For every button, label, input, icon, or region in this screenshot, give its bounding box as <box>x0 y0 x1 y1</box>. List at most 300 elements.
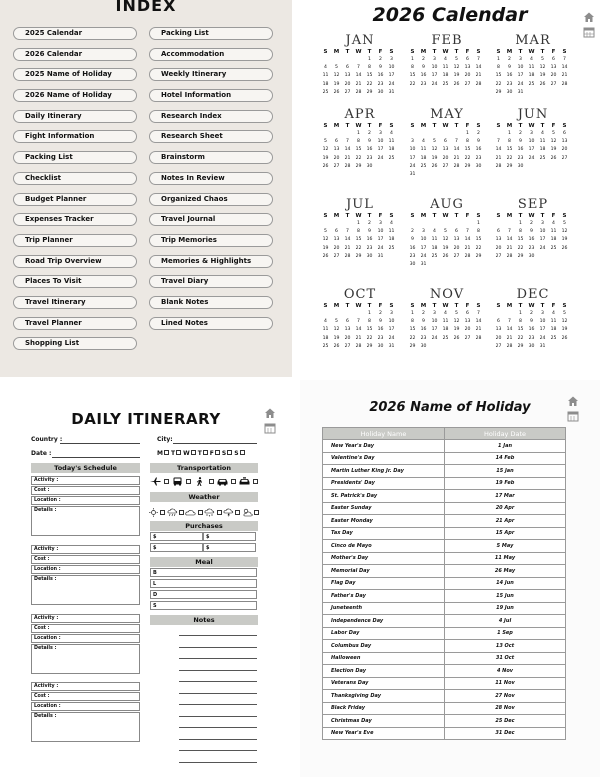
calendar-day[interactable]: 4 <box>552 311 555 316</box>
calendar-day[interactable]: 23 <box>420 81 427 87</box>
calendar-day[interactable]: 16 <box>366 237 373 243</box>
calendar-day[interactable]: 6 <box>346 65 349 71</box>
calendar-day[interactable]: 3 <box>519 57 522 62</box>
activity-field[interactable]: Activity : <box>31 682 140 691</box>
calendar-day[interactable]: 7 <box>357 319 360 325</box>
calendar-day[interactable] <box>418 171 429 179</box>
bus-checkbox[interactable] <box>186 479 191 484</box>
details-field[interactable]: Details : <box>31 575 140 605</box>
calendar-day[interactable]: 18 <box>388 237 395 243</box>
calendar-day[interactable]: 17 <box>539 237 546 243</box>
calendar-day[interactable]: 20 <box>344 335 351 341</box>
calendar-day[interactable]: 25 <box>388 245 395 251</box>
home-icon[interactable] <box>264 407 276 419</box>
calendar-day[interactable]: 11 <box>539 139 546 145</box>
calendar-day[interactable]: 5 <box>455 311 458 316</box>
calendar-day[interactable]: 27 <box>333 253 340 259</box>
calendar-day[interactable]: 22 <box>409 81 416 87</box>
calendar-day[interactable]: 29 <box>506 163 513 169</box>
calendar-day[interactable]: 22 <box>517 245 524 251</box>
calendar-day[interactable]: 5 <box>335 319 338 325</box>
calendar-day[interactable]: 17 <box>431 327 438 333</box>
calendar-day[interactable]: 28 <box>495 163 502 169</box>
index-link[interactable]: Budget Planner <box>13 193 137 206</box>
calendar-day[interactable]: 19 <box>322 245 329 251</box>
index-link[interactable]: Fight Information <box>13 130 137 143</box>
calendar-day[interactable]: 4 <box>422 139 425 145</box>
calendar-day[interactable]: 31 <box>377 253 384 259</box>
calendar-day[interactable]: 10 <box>431 319 438 325</box>
calendar-day[interactable] <box>462 343 473 351</box>
calendar-day[interactable]: 17 <box>377 237 384 243</box>
weekday-checkbox[interactable] <box>176 450 181 455</box>
calendar-day[interactable]: 25 <box>442 335 449 341</box>
calendar-day[interactable]: 8 <box>368 65 371 71</box>
calendar-icon[interactable] <box>583 26 595 38</box>
city-input[interactable] <box>173 443 257 444</box>
note-line[interactable] <box>179 716 257 717</box>
calendar-day[interactable]: 13 <box>442 147 449 153</box>
calendar-day[interactable]: 22 <box>355 245 362 251</box>
calendar-day[interactable]: 6 <box>346 319 349 325</box>
calendar-day[interactable]: 14 <box>495 147 502 153</box>
calendar-day[interactable]: 14 <box>561 65 568 71</box>
calendar-day[interactable]: 3 <box>541 221 544 226</box>
index-link[interactable]: Road Trip Overview <box>13 255 137 268</box>
calendar-day[interactable]: 17 <box>388 73 395 79</box>
calendar-day[interactable] <box>548 253 559 261</box>
calendar-day[interactable] <box>386 163 397 171</box>
note-line[interactable] <box>179 727 257 728</box>
calendar-day[interactable] <box>440 171 451 179</box>
calendar-day[interactable]: 14 <box>475 319 482 325</box>
calendar-day[interactable]: 26 <box>453 335 460 341</box>
index-link[interactable]: Travel Planner <box>13 317 137 330</box>
note-line[interactable] <box>179 670 257 671</box>
calendar-day[interactable]: 4 <box>530 57 533 62</box>
index-link[interactable]: Trip Planner <box>13 234 137 247</box>
calendar-day[interactable]: 21 <box>344 155 351 161</box>
meal-breakfast[interactable]: B <box>150 568 257 577</box>
home-icon[interactable] <box>567 395 579 407</box>
calendar-day[interactable]: 8 <box>508 139 511 145</box>
calendar-day[interactable]: 13 <box>344 73 351 79</box>
calendar-day[interactable]: 9 <box>530 229 533 235</box>
calendar-day[interactable]: 7 <box>497 139 500 145</box>
calendar-day[interactable]: 20 <box>561 147 568 153</box>
calendar-day[interactable]: 11 <box>431 237 438 243</box>
calendar-day[interactable]: 14 <box>355 327 362 333</box>
calendar-day[interactable]: 27 <box>464 81 471 87</box>
calendar-day[interactable]: 9 <box>508 65 511 71</box>
calendar-day[interactable]: 17 <box>431 73 438 79</box>
calendar-day[interactable]: 26 <box>333 89 340 95</box>
calendar-day[interactable]: 10 <box>409 147 416 153</box>
calendar-day[interactable]: 18 <box>528 73 535 79</box>
calendar-day[interactable]: 21 <box>453 155 460 161</box>
calendar-day[interactable]: 19 <box>561 327 568 333</box>
index-link[interactable]: Accommodation <box>149 48 273 61</box>
calendar-day[interactable]: 22 <box>506 155 513 161</box>
calendar-day[interactable]: 16 <box>528 327 535 333</box>
activity-field[interactable]: Activity : <box>31 476 140 485</box>
calendar-day[interactable] <box>473 171 484 179</box>
calendar-day[interactable]: 1 <box>411 311 414 316</box>
calendar-day[interactable]: 10 <box>388 319 395 325</box>
calendar-day[interactable]: 29 <box>517 253 524 259</box>
storm-checkbox[interactable] <box>235 510 240 515</box>
calendar-day[interactable]: 16 <box>420 73 427 79</box>
calendar-day[interactable]: 24 <box>517 81 524 87</box>
calendar-day[interactable] <box>320 130 331 138</box>
calendar-day[interactable]: 23 <box>366 155 373 161</box>
calendar-day[interactable]: 14 <box>464 237 471 243</box>
calendar-day[interactable]: 21 <box>495 155 502 161</box>
calendar-day[interactable]: 12 <box>561 229 568 235</box>
calendar-day[interactable]: 17 <box>409 155 416 161</box>
calendar-day[interactable]: 25 <box>550 245 557 251</box>
note-line[interactable] <box>179 658 257 659</box>
calendar-day[interactable]: 17 <box>539 327 546 333</box>
calendar-day[interactable] <box>548 163 559 171</box>
calendar-day[interactable]: 3 <box>530 131 533 136</box>
calendar-day[interactable] <box>353 56 364 64</box>
calendar-day[interactable]: 4 <box>552 221 555 226</box>
calendar-day[interactable]: 30 <box>377 89 384 95</box>
calendar-day[interactable]: 15 <box>517 237 524 243</box>
calendar-day[interactable] <box>429 261 440 269</box>
calendar-day[interactable]: 28 <box>475 335 482 341</box>
calendar-day[interactable]: 4 <box>390 131 393 136</box>
calendar-day[interactable]: 31 <box>420 261 427 267</box>
calendar-day[interactable]: 14 <box>453 147 460 153</box>
calendar-day[interactable]: 8 <box>411 319 414 325</box>
index-link[interactable]: Places To Visit <box>13 275 137 288</box>
index-link[interactable]: Expenses Tracker <box>13 213 137 226</box>
calendar-day[interactable]: 1 <box>357 221 360 226</box>
calendar-day[interactable]: 9 <box>422 65 425 71</box>
calendar-day[interactable] <box>429 343 440 351</box>
calendar-day[interactable]: 4 <box>541 131 544 136</box>
calendar-day[interactable] <box>473 343 484 351</box>
calendar-day[interactable]: 6 <box>497 229 500 235</box>
calendar-day[interactable]: 4 <box>444 57 447 62</box>
calendar-day[interactable]: 15 <box>355 237 362 243</box>
location-field[interactable]: Location : <box>31 496 140 505</box>
walking-checkbox[interactable] <box>209 479 214 484</box>
calendar-day[interactable]: 19 <box>453 327 460 333</box>
calendar-day[interactable]: 14 <box>355 73 362 79</box>
calendar-day[interactable]: 10 <box>539 229 546 235</box>
calendar-day[interactable]: 15 <box>475 237 482 243</box>
index-link[interactable]: 2026 Calendar <box>13 48 137 61</box>
calendar-day[interactable]: 22 <box>355 155 362 161</box>
date-input[interactable] <box>52 457 140 458</box>
calendar-day[interactable]: 20 <box>495 245 502 251</box>
calendar-day[interactable] <box>331 130 342 138</box>
calendar-day[interactable] <box>331 220 342 228</box>
calendar-day[interactable]: 3 <box>379 221 382 226</box>
cost-field[interactable]: Cost : <box>31 624 140 633</box>
calendar-day[interactable]: 23 <box>420 335 427 341</box>
taxi-checkbox[interactable] <box>253 479 258 484</box>
calendar-day[interactable]: 4 <box>433 229 436 235</box>
calendar-day[interactable]: 6 <box>466 311 469 316</box>
details-field[interactable]: Details : <box>31 712 140 742</box>
calendar-day[interactable] <box>493 220 504 228</box>
calendar-day[interactable]: 27 <box>561 155 568 161</box>
calendar-day[interactable]: 28 <box>344 163 351 169</box>
activity-field[interactable]: Activity : <box>31 545 140 554</box>
snow-checkbox[interactable] <box>217 510 222 515</box>
calendar-day[interactable]: 20 <box>344 81 351 87</box>
rain-checkbox[interactable] <box>179 510 184 515</box>
calendar-day[interactable]: 8 <box>466 139 469 145</box>
calendar-day[interactable]: 15 <box>409 327 416 333</box>
calendar-day[interactable] <box>559 89 570 97</box>
calendar-day[interactable]: 9 <box>422 319 425 325</box>
calendar-day[interactable] <box>418 130 429 138</box>
calendar-day[interactable]: 23 <box>409 253 416 259</box>
calendar-day[interactable] <box>504 310 515 318</box>
calendar-day[interactable]: 2 <box>477 131 480 136</box>
calendar-day[interactable]: 26 <box>333 343 340 349</box>
calendar-day[interactable]: 8 <box>519 229 522 235</box>
calendar-day[interactable]: 14 <box>506 327 513 333</box>
calendar-day[interactable]: 16 <box>377 327 384 333</box>
calendar-day[interactable]: 20 <box>464 73 471 79</box>
calendar-day[interactable]: 18 <box>550 327 557 333</box>
calendar-day[interactable]: 5 <box>433 139 436 145</box>
calendar-day[interactable]: 1 <box>519 221 522 226</box>
calendar-day[interactable] <box>429 171 440 179</box>
calendar-day[interactable]: 25 <box>431 253 438 259</box>
calendar-day[interactable]: 15 <box>355 147 362 153</box>
calendar-day[interactable] <box>493 130 504 138</box>
calendar-day[interactable]: 13 <box>495 327 502 333</box>
cost-field[interactable]: Cost : <box>31 486 140 495</box>
calendar-day[interactable]: 7 <box>466 229 469 235</box>
calendar-day[interactable] <box>418 220 429 228</box>
calendar-day[interactable]: 20 <box>333 245 340 251</box>
calendar-day[interactable]: 28 <box>506 343 513 349</box>
calendar-day[interactable]: 21 <box>355 335 362 341</box>
calendar-icon[interactable] <box>264 422 276 434</box>
calendar-day[interactable] <box>462 220 473 228</box>
calendar-day[interactable]: 25 <box>539 155 546 161</box>
calendar-day[interactable]: 27 <box>344 89 351 95</box>
calendar-day[interactable]: 24 <box>528 155 535 161</box>
calendar-day[interactable]: 11 <box>442 65 449 71</box>
calendar-day[interactable]: 29 <box>409 343 416 349</box>
calendar-day[interactable]: 7 <box>346 229 349 235</box>
calendar-day[interactable]: 22 <box>464 155 471 161</box>
calendar-day[interactable]: 3 <box>390 311 393 316</box>
calendar-day[interactable]: 5 <box>541 57 544 62</box>
index-link[interactable]: Travel Itinerary <box>13 296 137 309</box>
calendar-day[interactable]: 15 <box>366 73 373 79</box>
calendar-day[interactable]: 21 <box>464 245 471 251</box>
calendar-day[interactable]: 24 <box>388 335 395 341</box>
calendar-day[interactable]: 28 <box>355 89 362 95</box>
calendar-day[interactable]: 23 <box>517 155 524 161</box>
weekday-checkbox[interactable] <box>203 450 208 455</box>
airplane-checkbox[interactable] <box>164 479 169 484</box>
note-line[interactable] <box>179 704 257 705</box>
calendar-day[interactable]: 24 <box>431 81 438 87</box>
calendar-day[interactable]: 27 <box>453 253 460 259</box>
calendar-day[interactable]: 21 <box>475 73 482 79</box>
note-line[interactable] <box>179 681 257 682</box>
calendar-day[interactable]: 30 <box>377 343 384 349</box>
calendar-day[interactable]: 28 <box>344 253 351 259</box>
calendar-day[interactable] <box>331 310 342 318</box>
calendar-day[interactable] <box>451 343 462 351</box>
calendar-day[interactable]: 2 <box>411 229 414 235</box>
note-line[interactable] <box>179 693 257 694</box>
calendar-day[interactable]: 7 <box>357 65 360 71</box>
calendar-day[interactable]: 13 <box>495 237 502 243</box>
calendar-day[interactable]: 7 <box>455 139 458 145</box>
calendar-day[interactable]: 21 <box>506 245 513 251</box>
calendar-day[interactable]: 9 <box>530 319 533 325</box>
calendar-day[interactable] <box>548 89 559 97</box>
calendar-day[interactable]: 3 <box>411 139 414 145</box>
calendar-day[interactable]: 24 <box>409 163 416 169</box>
calendar-day[interactable]: 26 <box>322 253 329 259</box>
calendar-day[interactable]: 15 <box>506 147 513 153</box>
calendar-day[interactable]: 28 <box>475 81 482 87</box>
calendar-day[interactable]: 18 <box>420 155 427 161</box>
calendar-day[interactable] <box>407 130 418 138</box>
calendar-day[interactable]: 6 <box>444 139 447 145</box>
calendar-day[interactable]: 24 <box>539 245 546 251</box>
calendar-day[interactable]: 13 <box>453 237 460 243</box>
calendar-day[interactable]: 17 <box>377 147 384 153</box>
index-link[interactable]: Blank Notes <box>149 296 273 309</box>
index-link[interactable]: Research Index <box>149 110 273 123</box>
calendar-day[interactable] <box>342 310 353 318</box>
calendar-day[interactable] <box>440 220 451 228</box>
calendar-day[interactable]: 29 <box>366 343 373 349</box>
calendar-day[interactable]: 18 <box>322 81 329 87</box>
calendar-day[interactable]: 11 <box>550 319 557 325</box>
calendar-day[interactable]: 11 <box>528 65 535 71</box>
cloud-checkbox[interactable] <box>198 510 203 515</box>
calendar-day[interactable] <box>451 130 462 138</box>
calendar-day[interactable]: 13 <box>561 139 568 145</box>
calendar-day[interactable] <box>342 220 353 228</box>
calendar-day[interactable]: 3 <box>390 57 393 62</box>
calendar-day[interactable]: 25 <box>322 343 329 349</box>
index-link[interactable]: Brainstorm <box>149 151 273 164</box>
calendar-day[interactable]: 20 <box>495 335 502 341</box>
calendar-day[interactable]: 27 <box>464 335 471 341</box>
calendar-day[interactable]: 12 <box>561 319 568 325</box>
calendar-day[interactable]: 1 <box>477 221 480 226</box>
calendar-day[interactable]: 16 <box>420 327 427 333</box>
calendar-day[interactable]: 26 <box>442 253 449 259</box>
calendar-day[interactable]: 2 <box>508 57 511 62</box>
calendar-day[interactable]: 24 <box>420 253 427 259</box>
calendar-day[interactable]: 2 <box>530 221 533 226</box>
calendar-day[interactable]: 30 <box>528 343 535 349</box>
calendar-day[interactable]: 6 <box>563 131 566 136</box>
calendar-day[interactable]: 12 <box>453 319 460 325</box>
calendar-day[interactable] <box>559 163 570 171</box>
calendar-day[interactable]: 26 <box>561 245 568 251</box>
calendar-day[interactable]: 12 <box>333 73 340 79</box>
calendar-icon[interactable] <box>567 410 579 422</box>
calendar-day[interactable]: 17 <box>388 327 395 333</box>
calendar-day[interactable] <box>440 343 451 351</box>
calendar-day[interactable]: 12 <box>322 237 329 243</box>
calendar-day[interactable]: 25 <box>322 89 329 95</box>
calendar-day[interactable]: 29 <box>355 163 362 169</box>
calendar-day[interactable]: 5 <box>444 229 447 235</box>
calendar-day[interactable]: 19 <box>442 245 449 251</box>
calendar-day[interactable]: 25 <box>550 335 557 341</box>
calendar-day[interactable]: 13 <box>344 327 351 333</box>
calendar-day[interactable]: 16 <box>377 73 384 79</box>
calendar-day[interactable]: 4 <box>324 65 327 71</box>
calendar-day[interactable] <box>526 89 537 97</box>
index-link[interactable]: Travel Journal <box>149 213 273 226</box>
calendar-day[interactable]: 19 <box>322 155 329 161</box>
calendar-day[interactable]: 10 <box>517 65 524 71</box>
calendar-day[interactable]: 21 <box>344 245 351 251</box>
calendar-day[interactable]: 13 <box>333 147 340 153</box>
calendar-day[interactable]: 6 <box>466 57 469 62</box>
calendar-day[interactable]: 16 <box>528 237 535 243</box>
calendar-day[interactable]: 9 <box>379 319 382 325</box>
calendar-day[interactable]: 21 <box>355 81 362 87</box>
index-link[interactable]: Packing List <box>149 27 273 40</box>
calendar-day[interactable]: 16 <box>506 73 513 79</box>
calendar-day[interactable] <box>493 310 504 318</box>
calendar-day[interactable]: 30 <box>409 261 416 267</box>
calendar-day[interactable]: 11 <box>420 147 427 153</box>
calendar-day[interactable]: 28 <box>355 343 362 349</box>
calendar-day[interactable]: 21 <box>561 73 568 79</box>
location-field[interactable]: Location : <box>31 565 140 574</box>
calendar-day[interactable]: 8 <box>477 229 480 235</box>
calendar-day[interactable]: 9 <box>379 65 382 71</box>
calendar-day[interactable] <box>342 56 353 64</box>
calendar-day[interactable]: 15 <box>495 73 502 79</box>
calendar-day[interactable]: 29 <box>517 343 524 349</box>
calendar-day[interactable]: 21 <box>506 335 513 341</box>
sun-checkbox[interactable] <box>160 510 165 515</box>
calendar-day[interactable]: 16 <box>517 147 524 153</box>
index-link[interactable]: Lined Notes <box>149 317 273 330</box>
calendar-day[interactable]: 1 <box>508 131 511 136</box>
calendar-day[interactable]: 31 <box>409 171 416 177</box>
calendar-day[interactable]: 12 <box>322 147 329 153</box>
index-link[interactable]: 2025 Name of Holiday <box>13 68 137 81</box>
weekday-checkbox[interactable] <box>227 450 232 455</box>
calendar-day[interactable] <box>537 253 548 261</box>
index-link[interactable]: 2025 Calendar <box>13 27 137 40</box>
calendar-day[interactable]: 18 <box>442 73 449 79</box>
calendar-day[interactable]: 8 <box>357 139 360 145</box>
calendar-day[interactable]: 31 <box>517 89 524 95</box>
calendar-day[interactable] <box>473 261 484 269</box>
calendar-day[interactable] <box>331 56 342 64</box>
calendar-day[interactable]: 8 <box>519 319 522 325</box>
calendar-day[interactable]: 11 <box>550 229 557 235</box>
calendar-day[interactable]: 19 <box>431 155 438 161</box>
